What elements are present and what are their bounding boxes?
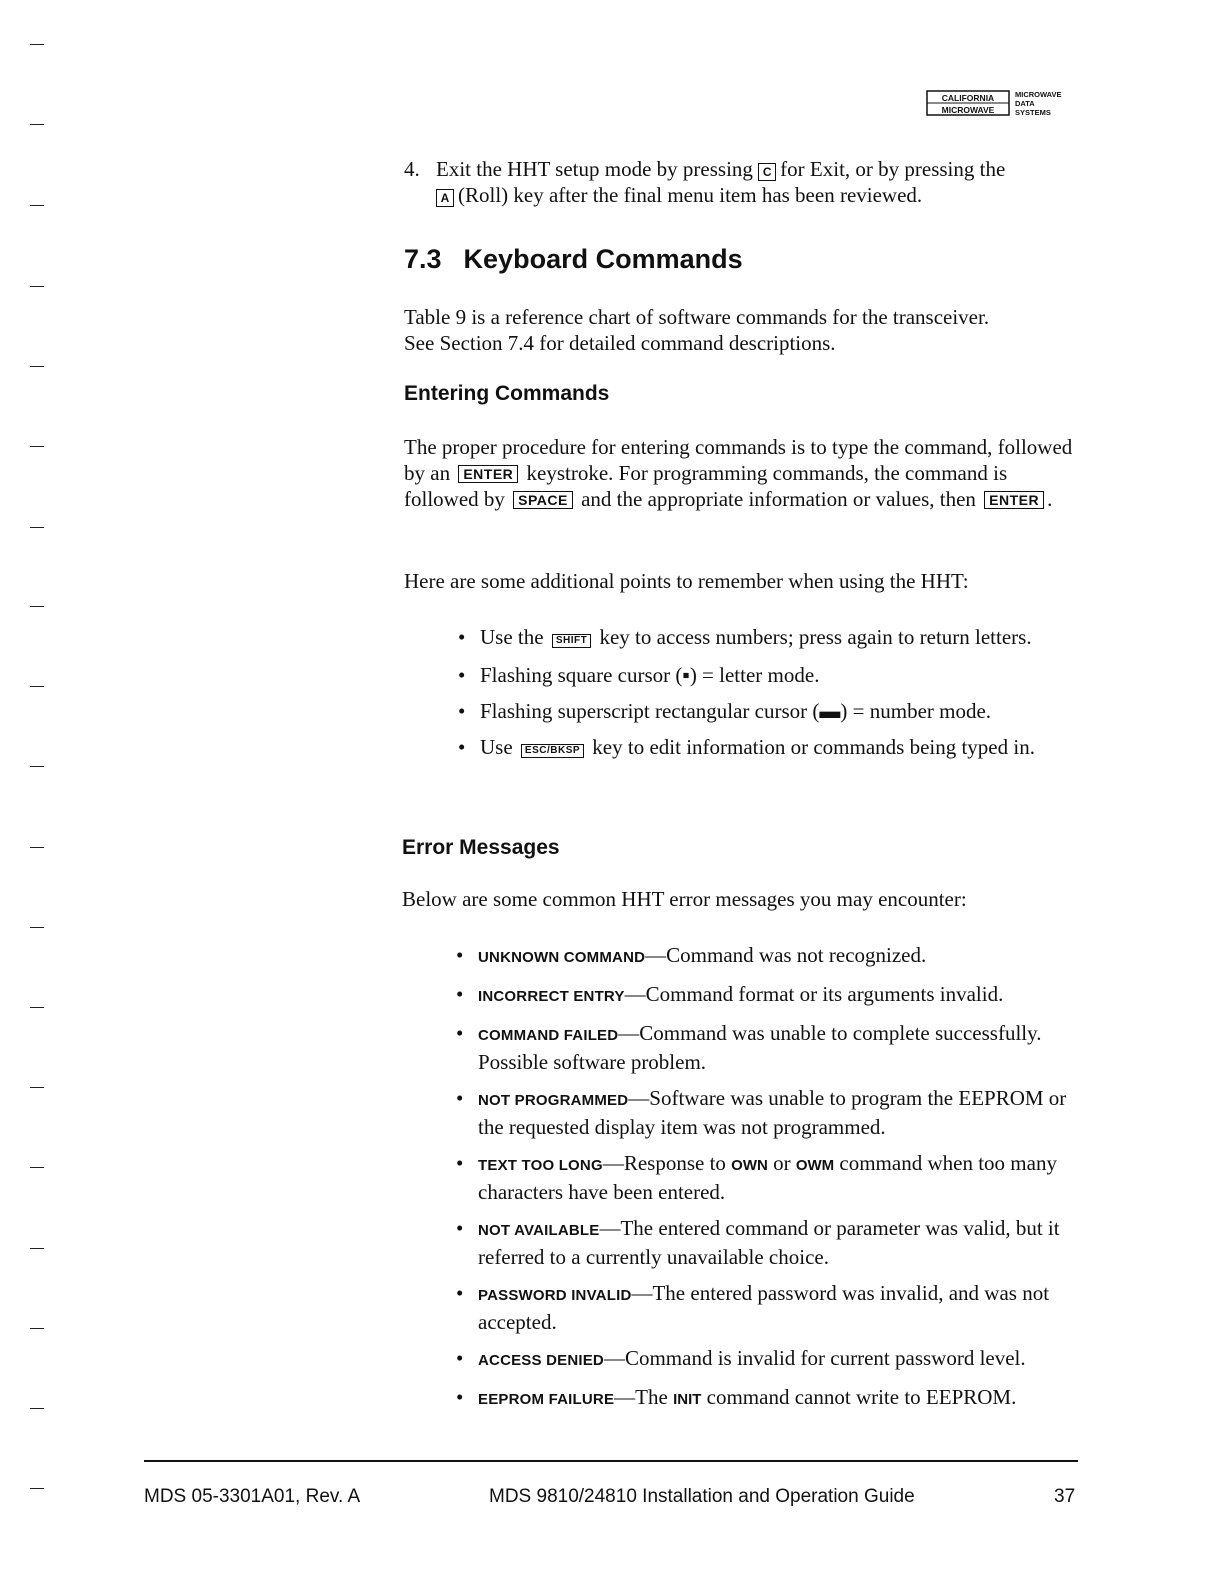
error-desc: —Command was not recognized.	[645, 943, 927, 967]
key-a-icon: A	[436, 189, 454, 207]
esc-bksp-key-icon: ESC/BKSP	[521, 744, 584, 758]
points-intro: Here are some additional points to remember when using the HHT:	[404, 569, 969, 593]
error-desc: —Command format or its arguments invalid.	[624, 982, 1004, 1006]
step-text-part: (Roll) key after the final menu item has been reviewed.	[458, 183, 923, 207]
shift-key-icon: SHIFT	[552, 634, 591, 648]
list-item	[454, 981, 1074, 1010]
paragraph-text: .	[1047, 487, 1053, 511]
enter-key-icon: ENTER	[458, 465, 518, 483]
error-desc: or	[767, 1151, 796, 1175]
enter-key-icon: ENTER	[984, 491, 1044, 509]
logo-box-line1: CALIFORNIA	[941, 93, 995, 103]
error-name: EEPROM FAILURE	[478, 1391, 615, 1408]
intro-line: See Section 7.4 for detailed command descriptions.	[404, 331, 836, 355]
error-name: INCORRECT ENTRY	[478, 988, 625, 1005]
error-desc: —The	[614, 1385, 674, 1409]
list-item	[454, 1345, 1074, 1374]
page-number: 37	[1054, 1486, 1076, 1507]
errors-intro: Below are some common HHT error messages you may encounter:	[402, 887, 967, 911]
tip-text: key to access numbers; press again to return letters.	[599, 625, 1032, 649]
list-item	[454, 1280, 1074, 1335]
list-item	[454, 1020, 1074, 1075]
step-number: 4.	[404, 157, 420, 181]
section-number: 7.3	[404, 244, 442, 274]
list-item	[454, 1085, 1074, 1140]
error-desc: —Command is invalid for current password level.	[603, 1346, 1026, 1370]
list-item	[454, 1384, 1074, 1413]
tip-text: Use the	[480, 625, 544, 649]
footer-doc-number: MDS 05-3301A01, Rev. A	[144, 1486, 361, 1507]
error-desc: command cannot write to EEPROM.	[701, 1385, 1017, 1409]
section-heading	[404, 244, 743, 275]
logo-side-line3: SYSTEMS	[1015, 108, 1051, 117]
step-4	[404, 156, 1094, 208]
entering-commands-heading: Entering Commands	[404, 382, 610, 405]
intro-paragraph	[404, 304, 1094, 356]
error-desc: —Software was unable to program the EEPROM or the requested display item was not programmed.	[478, 1086, 1067, 1139]
list-item	[456, 624, 1076, 650]
key-c-icon: C	[758, 163, 776, 181]
command-name: OWN	[731, 1157, 768, 1174]
list-item	[454, 942, 1074, 971]
error-name: ACCESS DENIED	[478, 1352, 604, 1369]
section-title: Keyboard Commands	[463, 244, 743, 274]
error-name: NOT AVAILABLE	[478, 1222, 600, 1239]
hht-tips-list	[456, 624, 1076, 760]
list-item	[454, 1150, 1074, 1205]
margin-tick-marks	[30, 0, 50, 1584]
error-messages-heading: Error Messages	[402, 836, 560, 859]
paragraph-text: The proper procedure for entering commands is to type the command, followed by an	[404, 435, 1073, 485]
error-desc: command when too many characters have been entered.	[478, 1151, 1057, 1204]
tip-text: Use	[480, 735, 513, 759]
error-messages-list	[454, 942, 1074, 1413]
footer-guide-title: MDS 9810/24810 Installation and Operation Guide	[489, 1486, 915, 1507]
paragraph-text: and the appropriate information or values, then	[581, 487, 976, 511]
error-name: UNKNOWN COMMAND	[478, 949, 646, 966]
entering-paragraph	[404, 434, 1076, 512]
error-desc: —Response to	[602, 1151, 732, 1175]
list-item	[454, 1215, 1074, 1270]
step-text	[436, 156, 1094, 208]
list-item	[456, 734, 1076, 760]
command-name: OWM	[795, 1157, 835, 1174]
error-name: NOT PROGRAMMED	[478, 1092, 629, 1109]
list-item: • Flashing superscript rectangular cursor (▬) = number mode.	[456, 698, 1076, 724]
step-text-part: for Exit, or by pressing the	[780, 157, 1006, 181]
intro-line: Table 9 is a reference chart of software commands for the transceiver.	[404, 305, 990, 329]
company-logo	[926, 88, 1066, 118]
error-name: TEXT TOO LONG	[478, 1157, 603, 1174]
error-desc: —The entered password was invalid, and was not accepted.	[478, 1281, 1050, 1334]
error-name: COMMAND FAILED	[478, 1027, 619, 1044]
error-name: PASSWORD INVALID	[478, 1287, 632, 1304]
space-key-icon: SPACE	[513, 491, 573, 509]
logo-side-line2: DATA	[1015, 99, 1035, 108]
tip-text: key to edit information or commands being typed in.	[592, 735, 1035, 759]
error-desc: —Command was unable to complete successfully. Possible software problem.	[478, 1021, 1042, 1074]
footer-rule	[144, 1460, 1078, 1462]
error-desc: —The entered command or parameter was valid, but it referred to a currently unavailable choice.	[478, 1216, 1060, 1269]
logo-box-line2: MICROWAVE	[941, 105, 995, 115]
command-name: INIT	[673, 1391, 702, 1408]
paragraph-text: keystroke. For programming commands, the command is followed by	[404, 461, 1008, 511]
logo-side-line1: MICROWAVE	[1015, 90, 1062, 99]
step-text-part: Exit the HHT setup mode by pressing	[436, 157, 753, 181]
list-item: • Flashing square cursor (▪) = letter mode.	[456, 662, 1076, 688]
